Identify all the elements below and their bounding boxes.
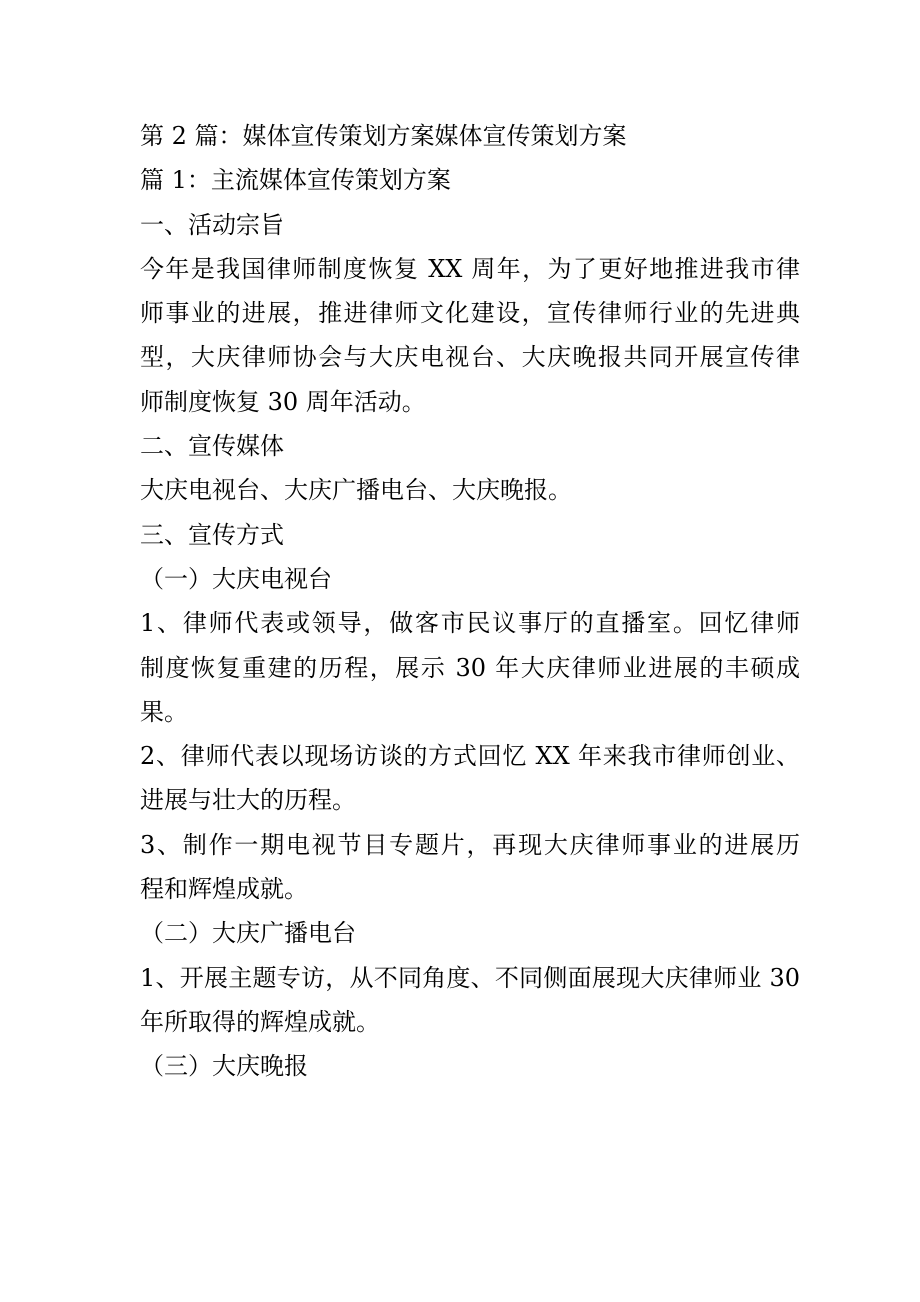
article-title: 第 2 篇：媒体宣传策划方案媒体宣传策划方案 [140,122,627,150]
heading-activity-purpose: 一、活动宗旨 [140,210,284,239]
list-item-line: 进展与壮大的历程。 [140,786,356,815]
paragraph-line: 今年是我国律师制度恢复 XX 周年，为了更好地推进我市律 [140,254,800,283]
list-item-line: 1、开展主题专访，从不同角度、不同侧面展现大庆律师业 30 [140,963,800,992]
section-title: 篇 1：主流媒体宣传策划方案 [140,166,451,195]
list-item-line: 2、律师代表以现场访谈的方式回忆 XX 年来我市律师创业、 [140,742,800,771]
subheading-radio-station: （二）大庆广播电台 [140,919,356,948]
list-item-line: 1、律师代表或领导，做客市民议事厅的直播室。回忆律师 [140,609,800,638]
paragraph-line: 大庆电视台、大庆广播电台、大庆晚报。 [140,476,572,505]
paragraph-line: 师制度恢复 30 周年活动。 [140,387,426,416]
subheading-evening-news: （三）大庆晚报 [140,1052,308,1081]
list-item-line: 果。 [140,697,188,726]
heading-methods: 三、宣传方式 [140,520,284,549]
list-item-line: 程和辉煌成就。 [140,875,308,904]
subheading-tv-station: （一）大庆电视台 [140,564,332,593]
paragraph-line: 师事业的进展，推进律师文化建设，宣传律师行业的先进典 [140,299,800,328]
list-item-line: 制度恢复重建的历程，展示 30 年大庆律师业进展的丰硕成 [140,653,800,682]
list-item-line: 年所取得的辉煌成就。 [140,1007,380,1036]
list-item-line: 3、制作一期电视节目专题片，再现大庆律师事业的进展历 [140,830,800,859]
document-body [140,114,800,1089]
heading-media: 二、宣传媒体 [140,432,284,461]
paragraph-line: 型，大庆律师协会与大庆电视台、大庆晚报共同开展宣传律 [140,343,800,372]
